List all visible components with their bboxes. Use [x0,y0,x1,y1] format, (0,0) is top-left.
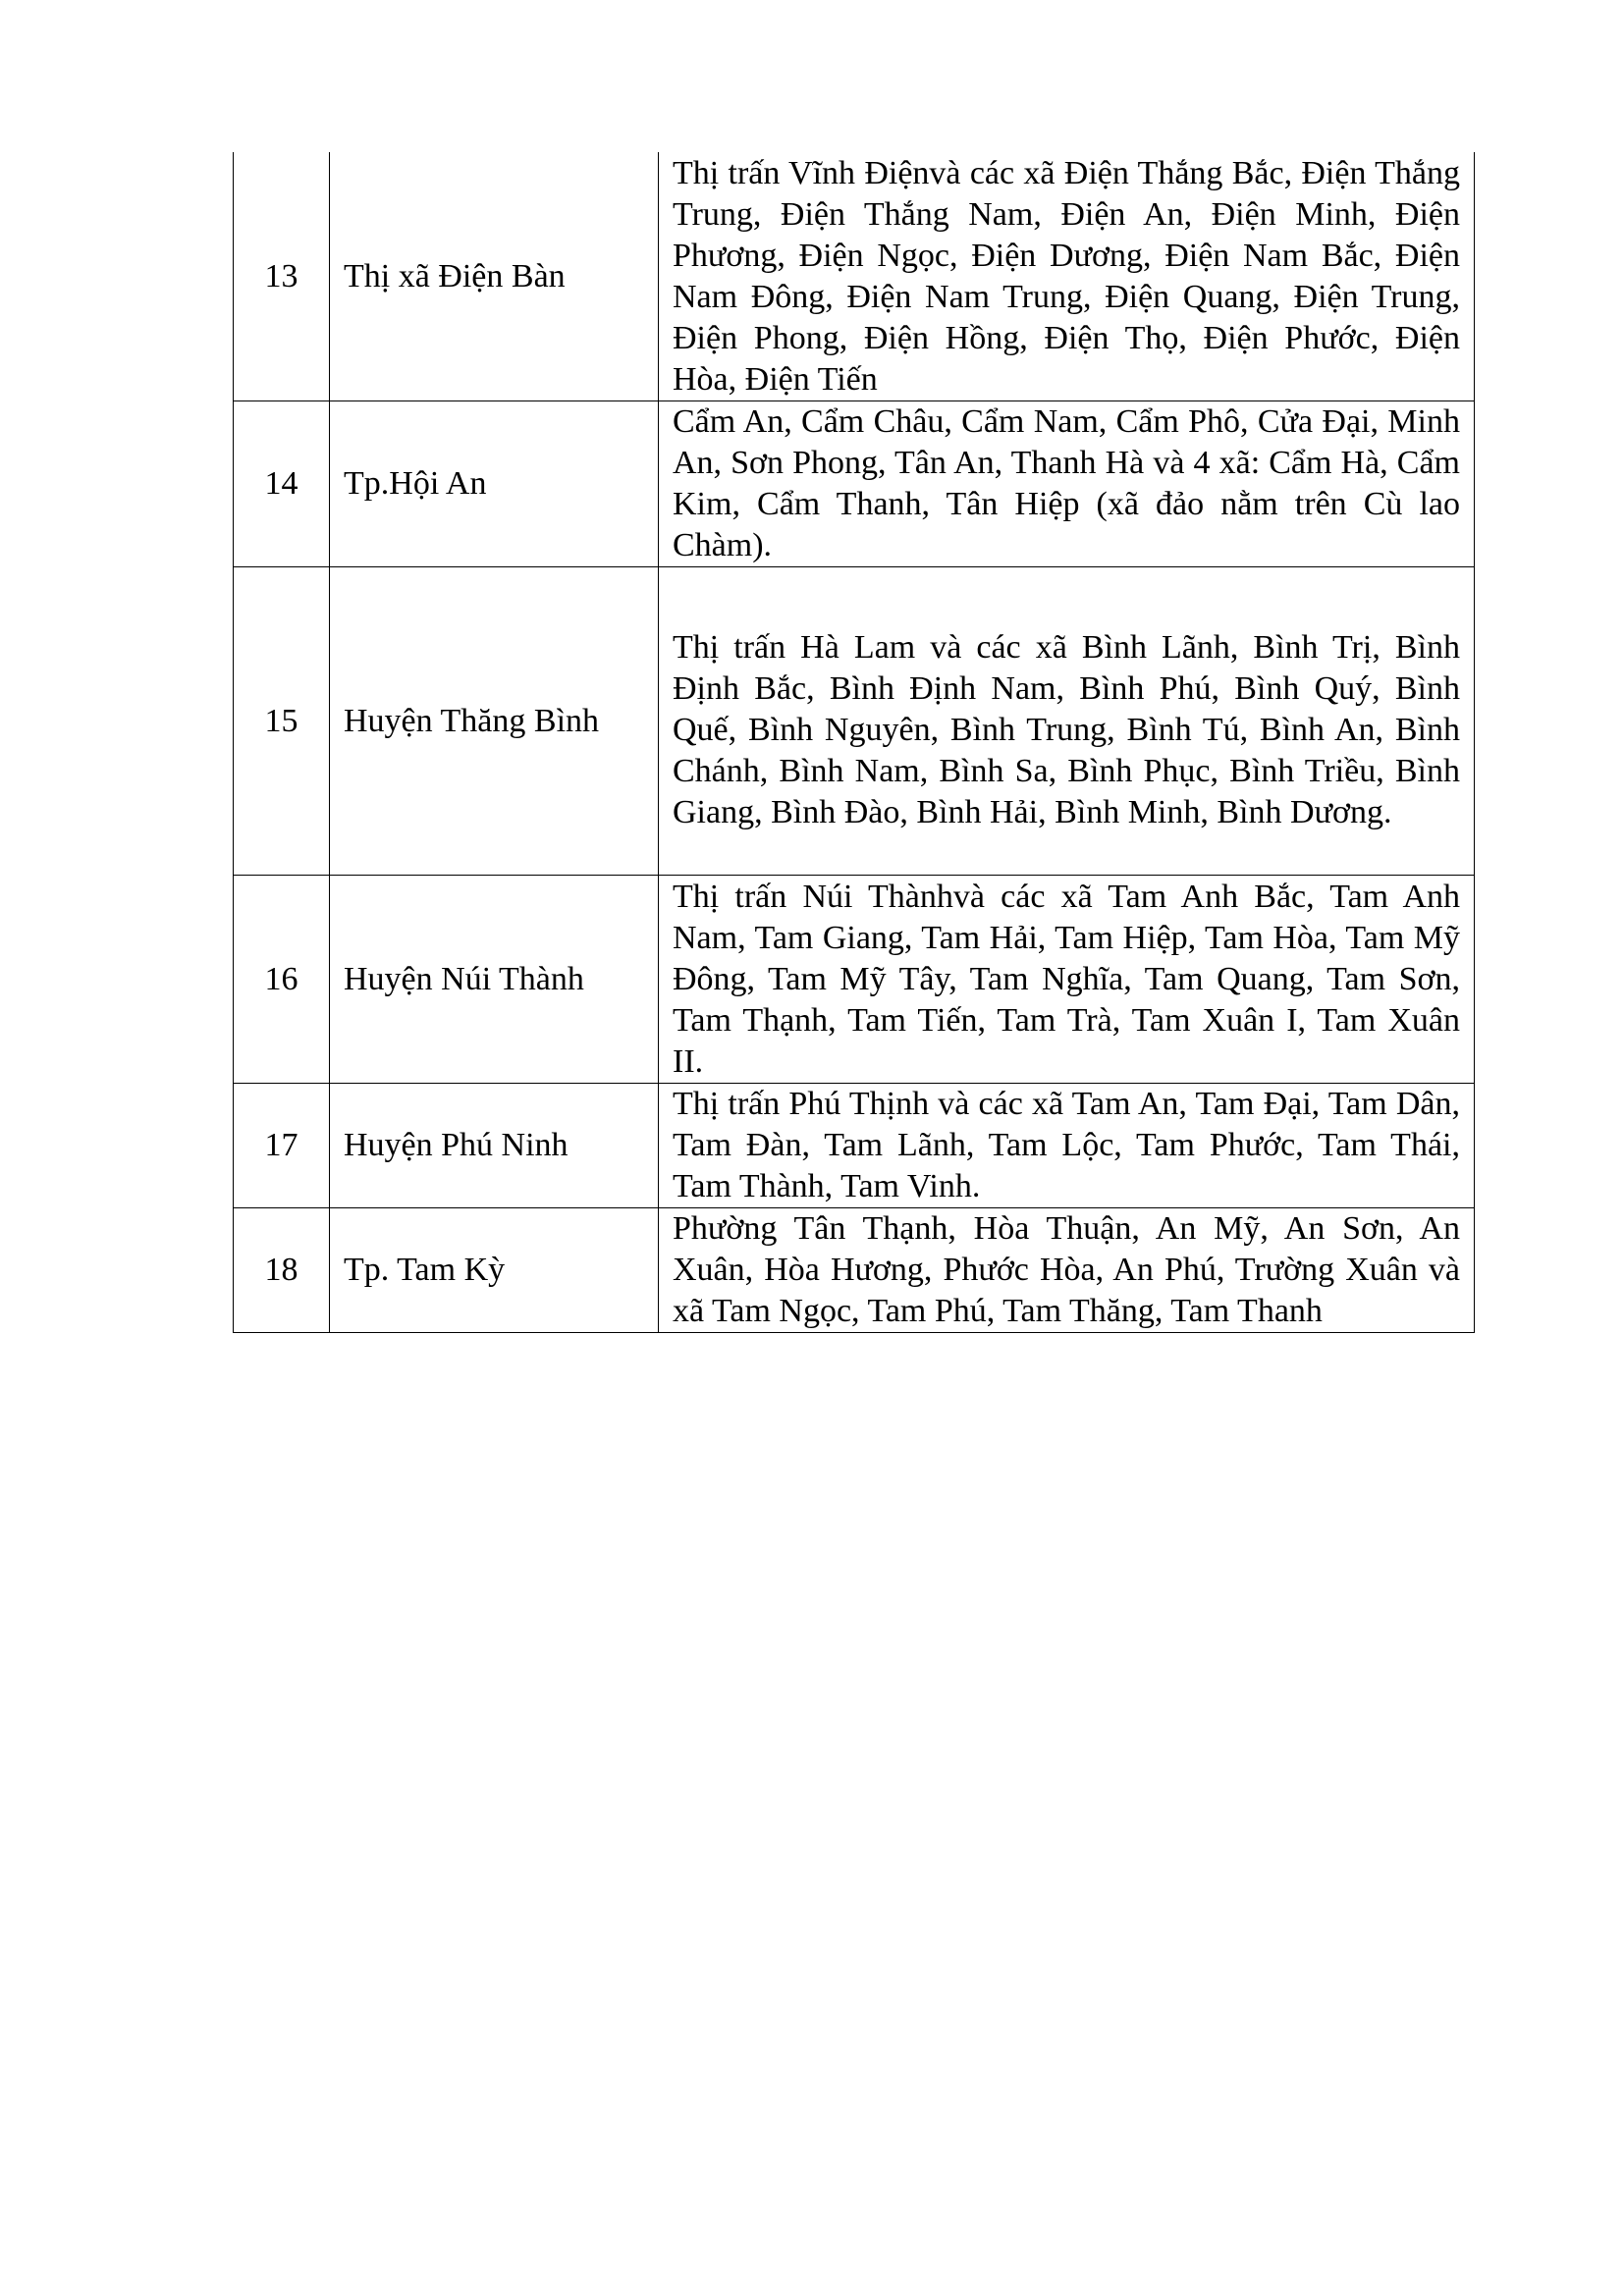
unit-description: Thị trấn Núi Thànhvà các xã Tam Anh Bắc, Tam Anh Nam, Tam Giang, Tam Hải, Tam Hiệp, Tam Hòa, Tam Mỹ Đông, Tam Mỹ Tây, Tam Nghĩa, Tam Quang, Tam Sơn, Tam Thạnh, Tam Tiến, Tam Trà, Tam Xuân I, Tam Xuân II. [659,876,1475,1084]
unit-description: Phường Tân Thạnh, Hòa Thuận, An Mỹ, An Sơn, An Xuân, Hòa Hương, Phước Hòa, An Phú, Trường Xuân và xã Tam Ngọc, Tam Phú, Tam Thăng, Tam Thanh [659,1208,1475,1333]
table-row [234,1208,1475,1333]
table-row [234,876,1475,1084]
unit-name: Thị xã Điện Bàn [330,152,659,401]
row-number: 15 [234,567,330,876]
table-row [234,567,1475,876]
row-number: 13 [234,152,330,401]
administrative-units-table [233,152,1475,1333]
unit-name: Tp.Hội An [330,401,659,567]
unit-name: Tp. Tam Kỳ [330,1208,659,1333]
unit-name: Huyện Thăng Bình [330,567,659,876]
unit-name: Huyện Phú Ninh [330,1084,659,1208]
row-number: 17 [234,1084,330,1208]
table-row [234,152,1475,401]
table-row [234,1084,1475,1208]
row-number: 16 [234,876,330,1084]
row-number: 14 [234,401,330,567]
table-row [234,401,1475,567]
unit-description: Thị trấn Phú Thịnh và các xã Tam An, Tam Đại, Tam Dân, Tam Đàn, Tam Lãnh, Tam Lộc, Tam Phước, Tam Thái, Tam Thành, Tam Vinh. [659,1084,1475,1208]
unit-description: Cẩm An, Cẩm Châu, Cẩm Nam, Cẩm Phô, Cửa Đại, Minh An, Sơn Phong, Tân An, Thanh Hà và 4 xã: Cẩm Hà, Cẩm Kim, Cẩm Thanh, Tân Hiệp (xã đảo nằm trên Cù lao Chàm). [659,401,1475,567]
unit-description: Thị trấn Vĩnh Điệnvà các xã Điện Thắng Bắc, Điện Thắng Trung, Điện Thắng Nam, Điện An, Điện Minh, Điện Phương, Điện Ngọc, Điện Dương, Điện Nam Bắc, Điện Nam Đông, Điện Nam Trung, Điện Quang, Điện Trung, Điện Phong, Điện Hồng, Điện Thọ, Điện Phước, Điện Hòa, Điện Tiến [659,152,1475,401]
unit-name: Huyện Núi Thành [330,876,659,1084]
unit-description: Thị trấn Hà Lam và các xã Bình Lãnh, Bình Trị, Bình Định Bắc, Bình Định Nam, Bình Phú, Bình Quý, Bình Quế, Bình Nguyên, Bình Trung, Bình Tú, Bình An, Bình Chánh, Bình Nam, Bình Sa, Bình Phục, Bình Triều, Bình Giang, Bình Đào, Bình Hải, Bình Minh, Bình Dương. [659,567,1475,876]
row-number: 18 [234,1208,330,1333]
